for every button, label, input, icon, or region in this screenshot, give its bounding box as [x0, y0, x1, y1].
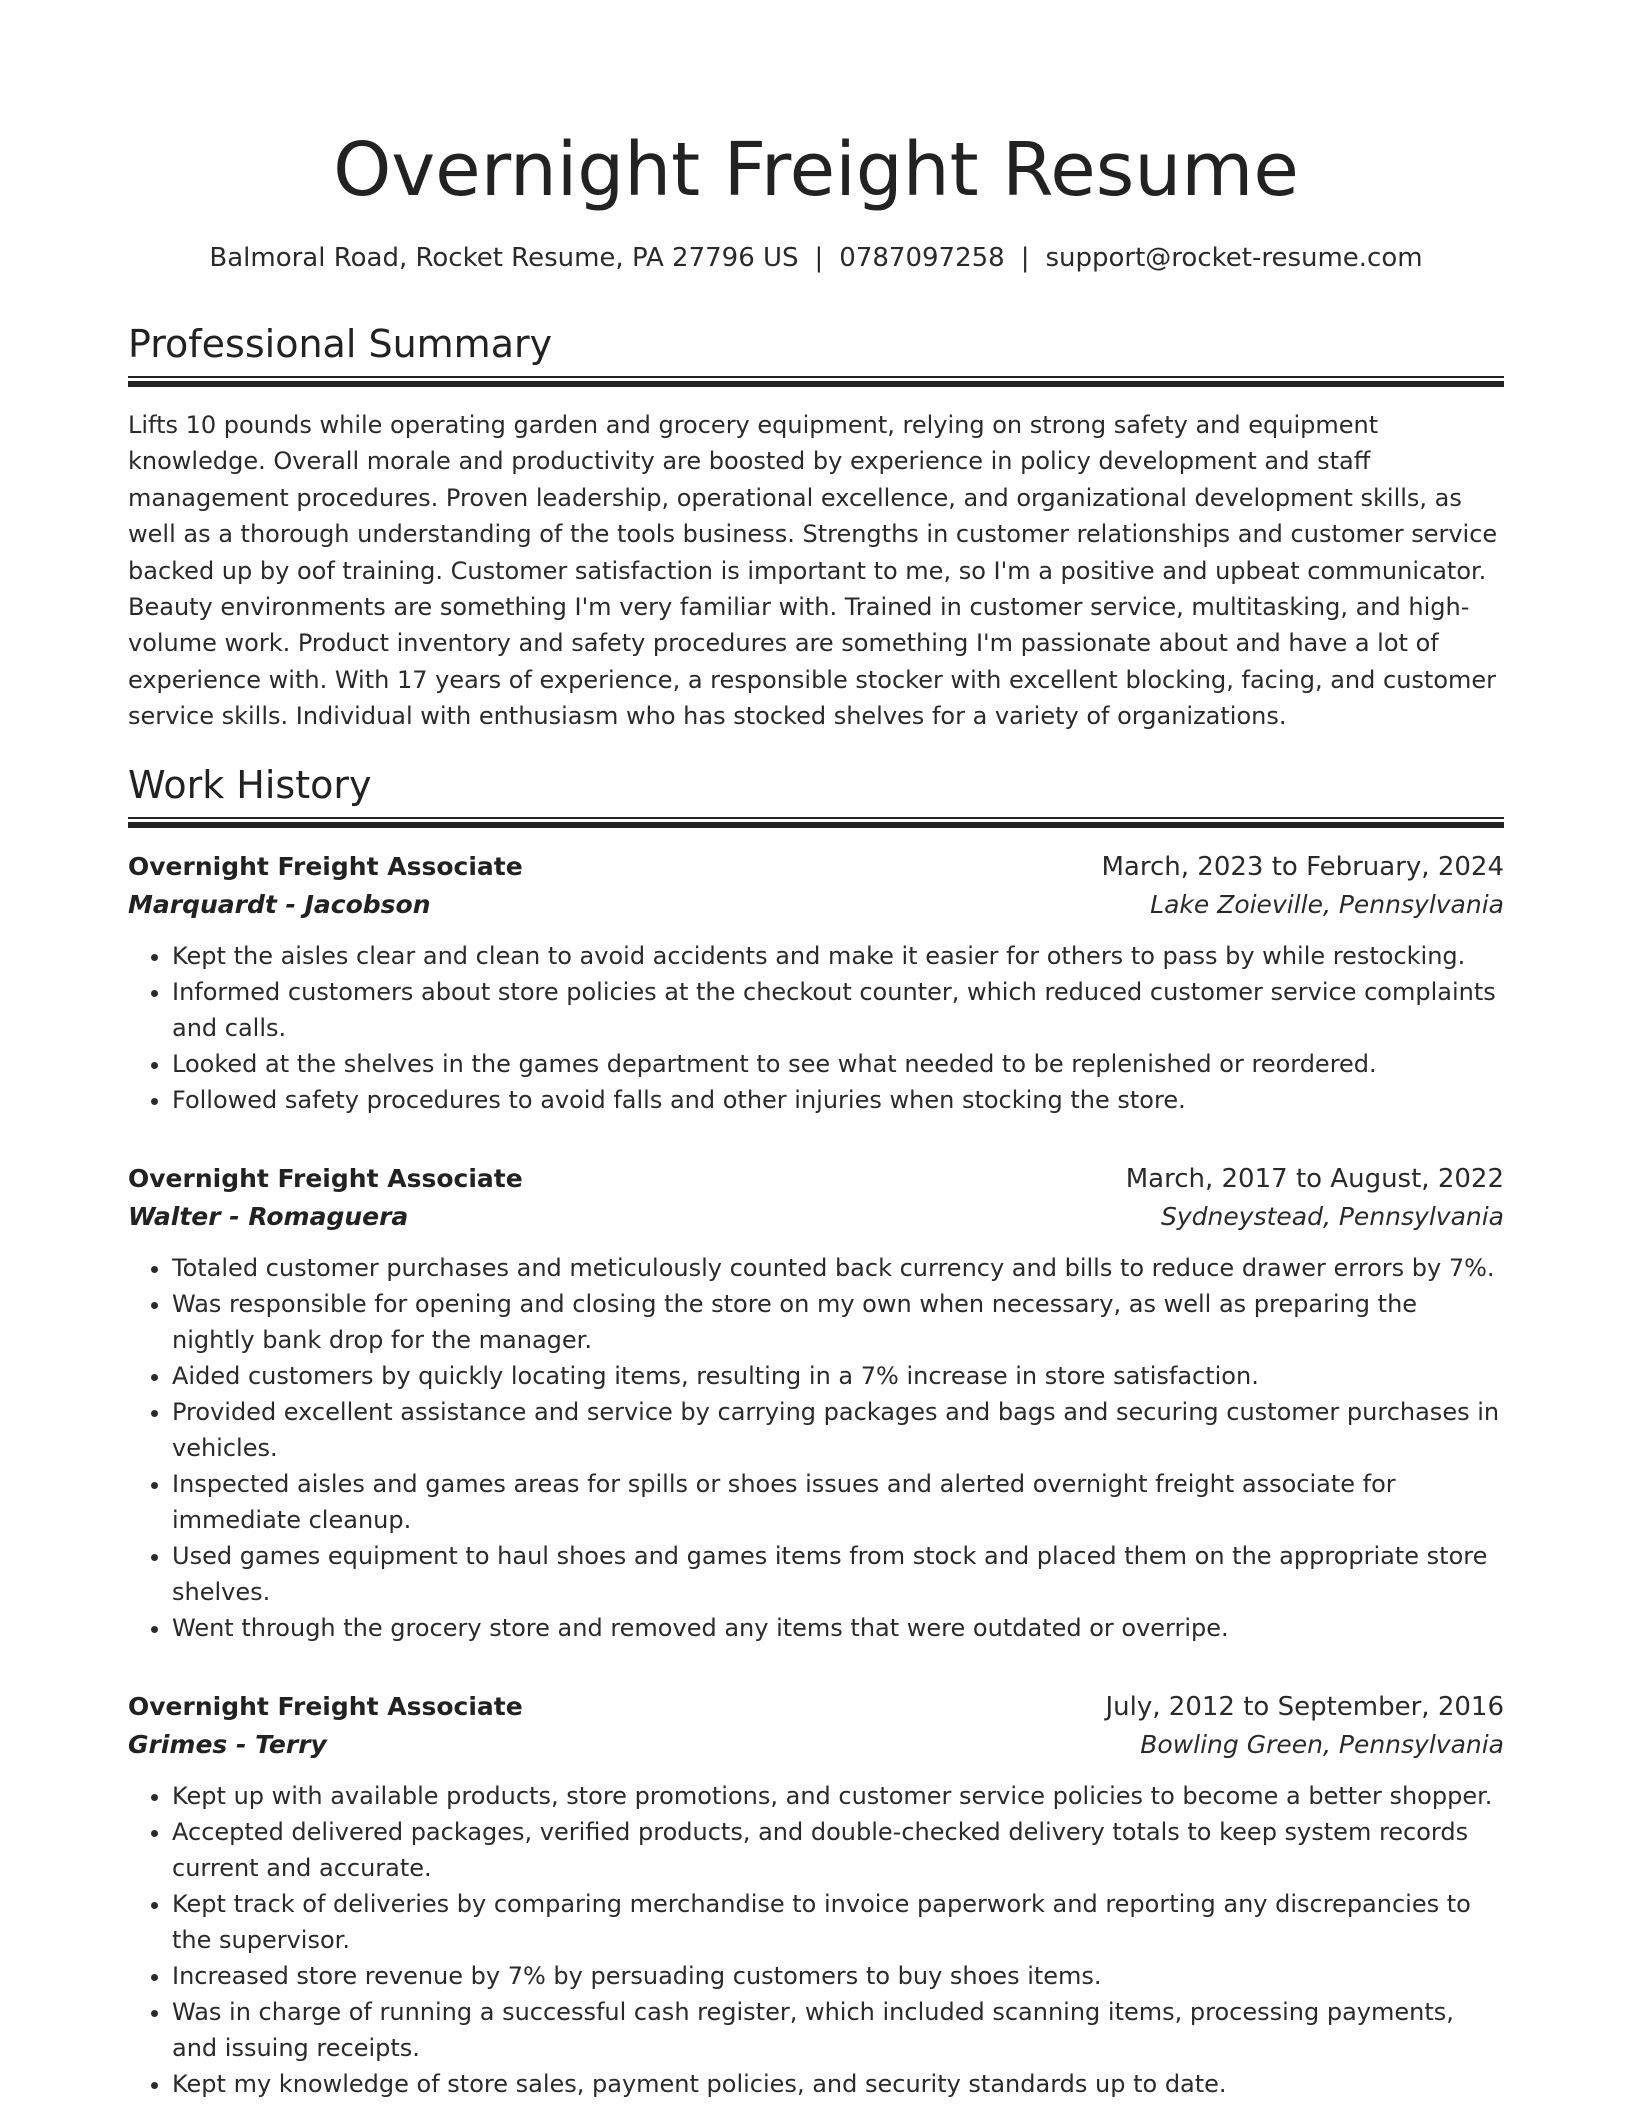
- job-dates: July, 2012 to September, 2016: [1105, 1691, 1504, 1722]
- section-heading-summary: Professional Summary: [128, 322, 553, 366]
- job-bullet-list: [128, 938, 1504, 1118]
- work-history-section: [128, 761, 1504, 2102]
- job-bullet-list: [128, 1778, 1504, 2102]
- job-bullet: • Was in charge of running a successful cash register, which included scanning items, processing payments, and issuing receipts.: [172, 1994, 1504, 2066]
- job-entry: [128, 1160, 1504, 1646]
- job-bullet: • Followed safety procedures to avoid falls and other injuries when stocking the store.: [172, 1082, 1504, 1118]
- job-dates: March, 2017 to August, 2022: [1125, 1163, 1504, 1194]
- job-company-row: [128, 1726, 1504, 1764]
- section-heading-work-history: Work History: [128, 762, 372, 807]
- job-company: Grimes - Terry: [128, 1729, 327, 1759]
- job-entry: [128, 848, 1504, 1118]
- job-bullet-list: [128, 1250, 1504, 1646]
- section-divider: [128, 376, 1504, 387]
- job-bullet: • Increased store revenue by 7% by persuading customers to buy shoes items.: [172, 1958, 1504, 1994]
- job-location: Bowling Green, Pennsylvania: [1140, 1729, 1504, 1759]
- job-entry: [128, 1688, 1504, 2102]
- job-location: Lake Zoieville, Pennsylvania: [1150, 889, 1504, 919]
- job-dates: March, 2023 to February, 2024: [1101, 851, 1504, 882]
- job-bullet: • Kept the aisles clear and clean to avoid accidents and make it easier for others to pass by while restocking.: [172, 938, 1504, 974]
- job-title: Overnight Freight Associate: [128, 851, 523, 881]
- job-bullet: • Went through the grocery store and removed any items that were outdated or overripe.: [172, 1610, 1504, 1646]
- contact-line: [128, 240, 1504, 276]
- job-company-row: [128, 886, 1504, 924]
- job-location: Sydneystead, Pennsylvania: [1161, 1201, 1504, 1231]
- job-bullet: • Provided excellent assistance and service by carrying packages and bags and securing customer purchases in vehicles.: [172, 1394, 1504, 1466]
- job-bullet: • Kept track of deliveries by comparing merchandise to invoice paperwork and reporting any discrepancies to the supervisor.: [172, 1886, 1504, 1958]
- job-bullet: • Kept my knowledge of store sales, payment policies, and security standards up to date.: [172, 2066, 1504, 2102]
- contact-phone: 0787097258: [839, 243, 1005, 273]
- job-header-row: [128, 848, 1504, 886]
- job-header-row: [128, 1688, 1504, 1726]
- job-bullet: • Kept up with available products, store promotions, and customer service policies to become a better shopper.: [172, 1778, 1504, 1814]
- contact-email: support@rocket-resume.com: [1045, 243, 1423, 273]
- contact-address: Balmoral Road, Rocket Resume, PA 27796 US: [209, 243, 799, 273]
- job-company-row: [128, 1198, 1504, 1236]
- contact-separator: |: [1020, 243, 1030, 273]
- job-bullet: • Looked at the shelves in the games department to see what needed to be replenished or reordered.: [172, 1046, 1504, 1082]
- job-company: Walter - Romaguera: [128, 1201, 409, 1231]
- job-bullet: • Totaled customer purchases and meticulously counted back currency and bills to reduce drawer errors by 7%.: [172, 1250, 1504, 1286]
- contact-separator: |: [814, 243, 824, 273]
- page-title: Overnight Freight Resume: [333, 127, 1299, 213]
- job-title: Overnight Freight Associate: [128, 1163, 523, 1193]
- job-bullet: • Inspected aisles and games areas for spills or shoes issues and alerted overnight freight associate for immediate cleanup.: [172, 1466, 1504, 1538]
- summary-text: Lifts 10 pounds while operating garden and grocery equipment, relying on strong safety and equipment knowledge. Overall morale and productivity are boosted by experience in policy development and staff management procedures. Proven leadership, operational excellence, and organizational development skills, as well as a thorough understanding of the tools business. Strengths in customer relationships and customer service backed up by oof training. Customer satisfaction is important to me, so I'm a positive and upbeat communicator. Beauty environments are something I'm very familiar with. Trained in customer service, multitasking, and high-volume work. Product inventory and safety procedures are something I'm passionate about and have a lot of experience with. With 17 years of experience, a responsible stocker with excellent blocking, facing, and customer service skills. Individual with enthusiasm who has stocked shelves for a variety of organizations.: [128, 411, 1498, 731]
- job-bullet: • Aided customers by quickly locating items, resulting in a 7% increase in store satisfaction.: [172, 1358, 1504, 1394]
- job-bullet: • Accepted delivered packages, verified products, and double-checked delivery totals to keep system records current and accurate.: [172, 1814, 1504, 1886]
- job-header-row: [128, 1160, 1504, 1198]
- professional-summary-section: [128, 320, 1504, 735]
- job-bullet: • Used games equipment to haul shoes and games items from stock and placed them on the appropriate store shelves.: [172, 1538, 1504, 1610]
- job-bullet: • Informed customers about store policies at the checkout counter, which reduced customer service complaints and calls.: [172, 974, 1504, 1046]
- job-company: Marquardt - Jacobson: [128, 889, 431, 919]
- section-divider: [128, 817, 1504, 828]
- job-title: Overnight Freight Associate: [128, 1691, 523, 1721]
- job-bullet: • Was responsible for opening and closing the store on my own when necessary, as well as preparing the nightly bank drop for the manager.: [172, 1286, 1504, 1358]
